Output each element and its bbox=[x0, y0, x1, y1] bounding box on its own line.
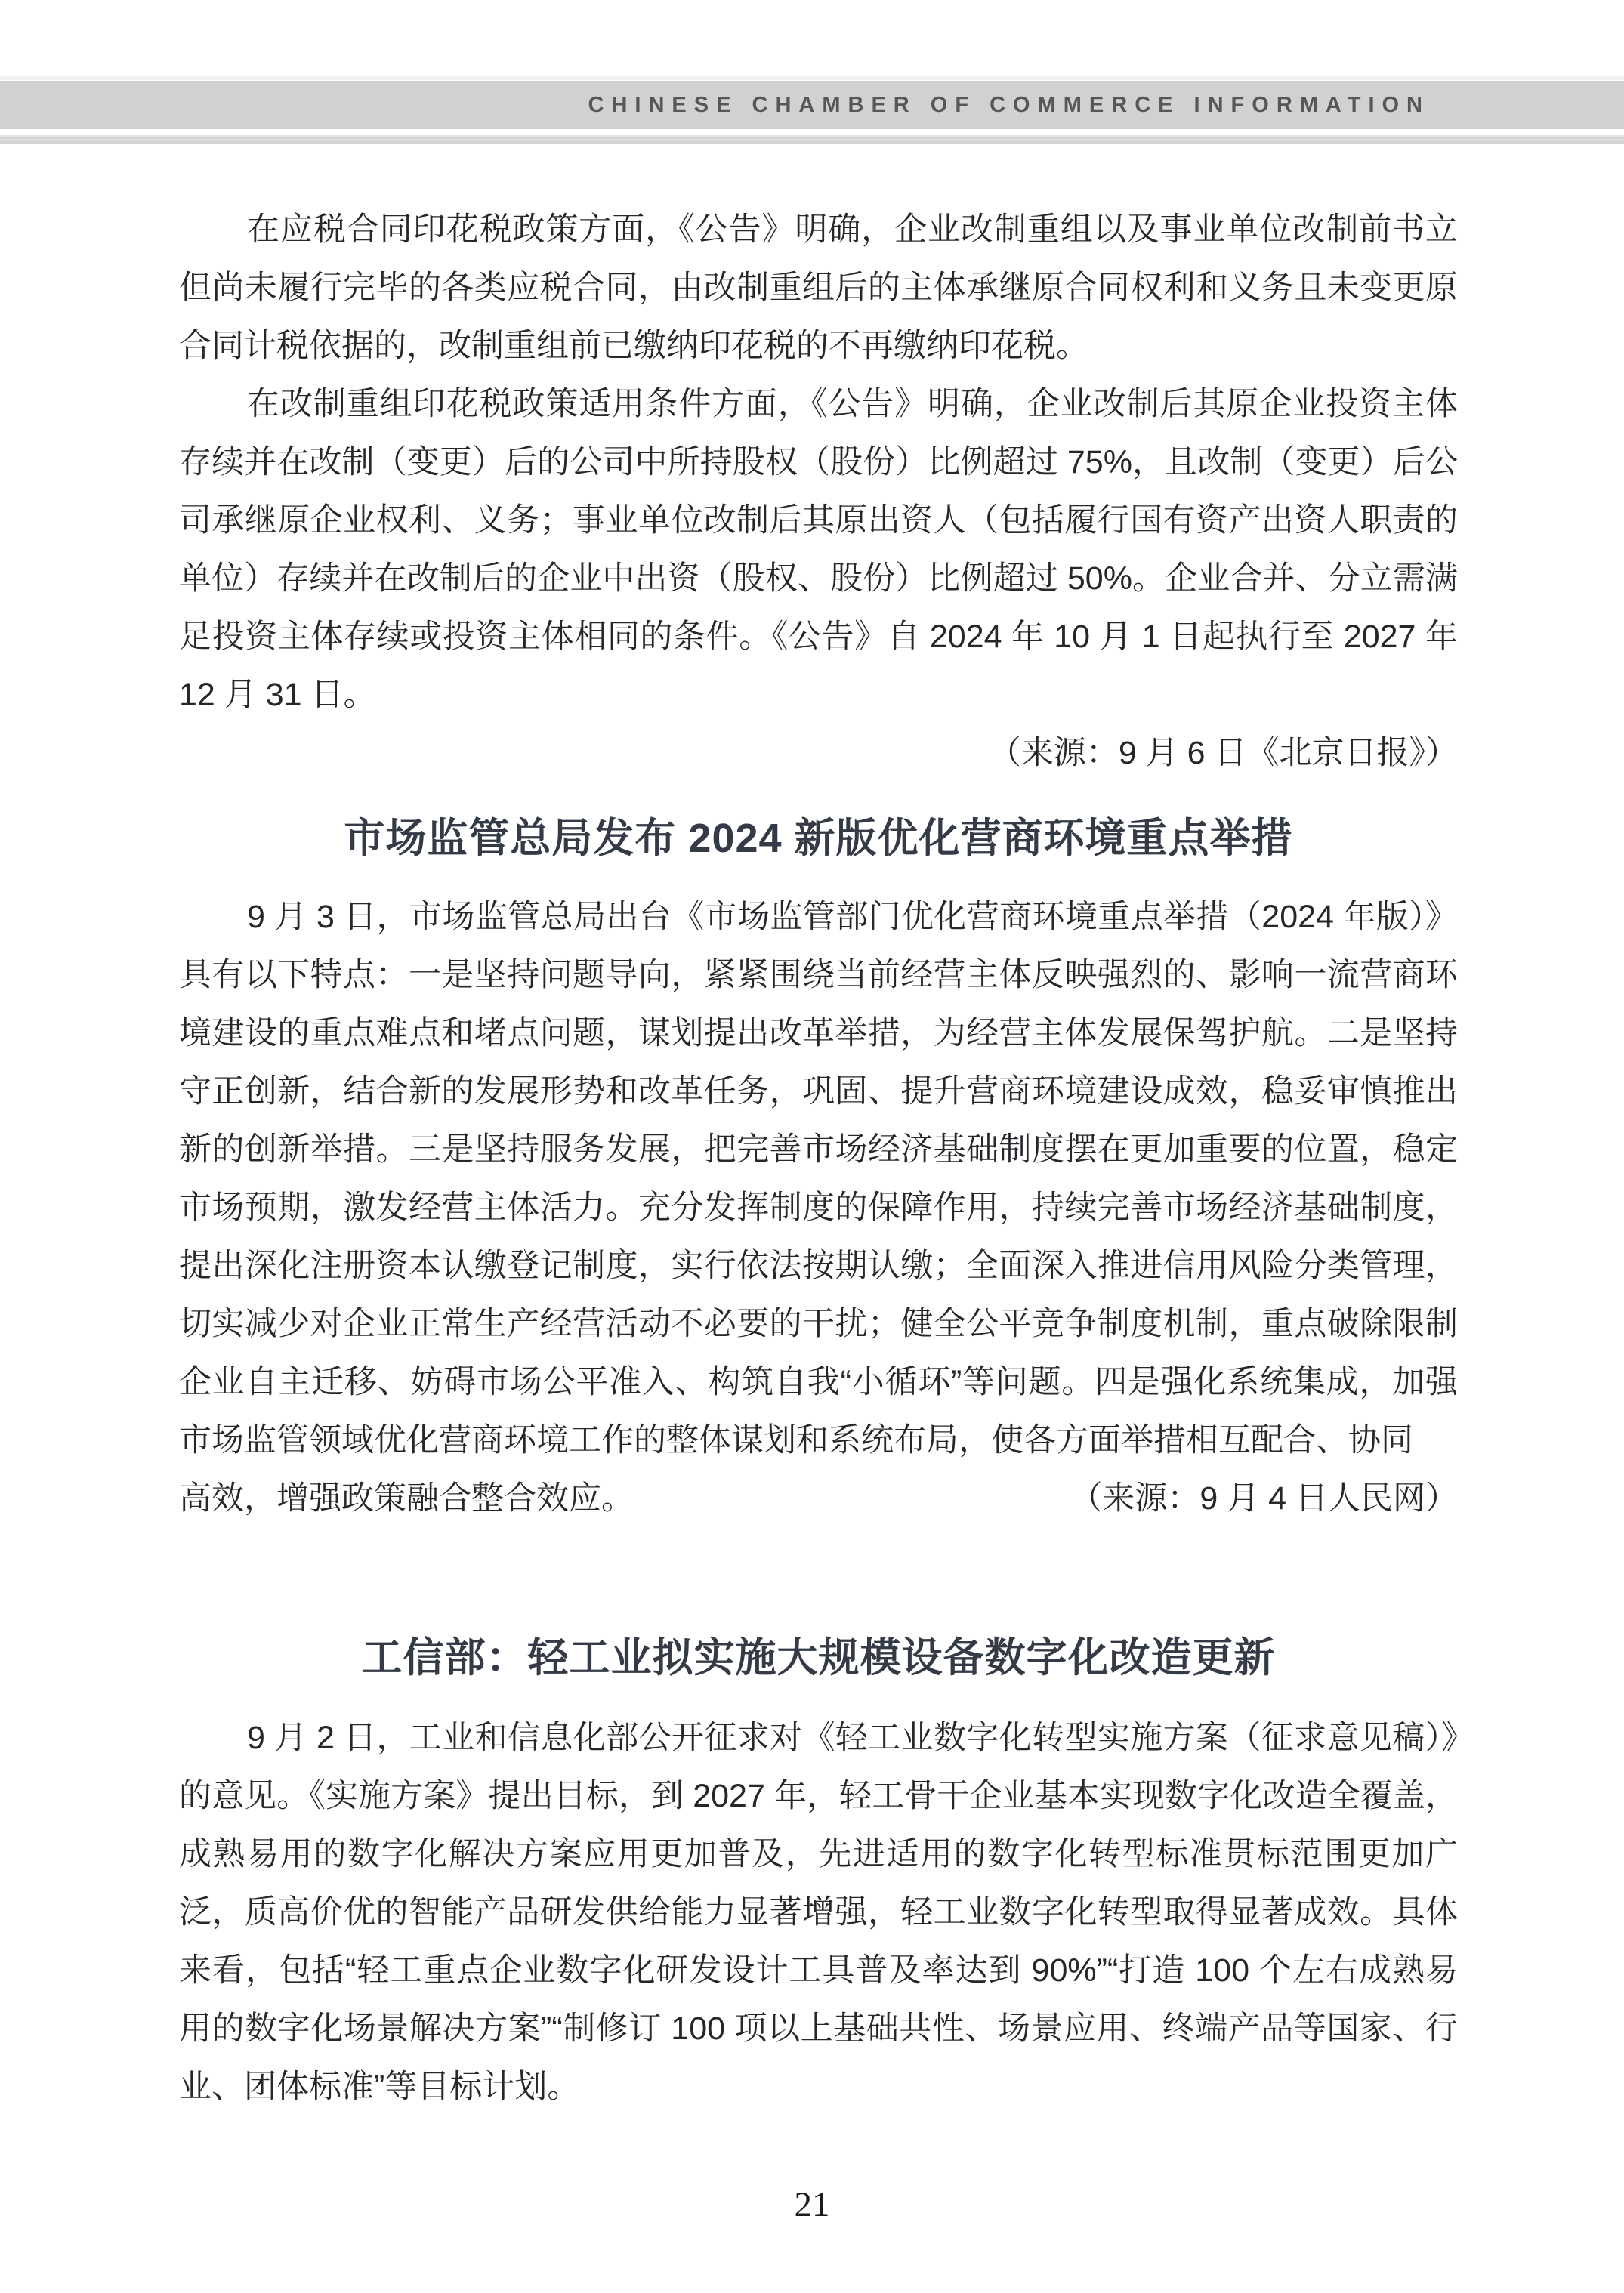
article-miit-light-industry bbox=[179, 1709, 1458, 2116]
paragraph: 9 月 2 日，工业和信息化部公开征求对《轻工业数字化转型实施方案（征求意见稿）》的意见。《实施方案》提出目标，到 2027 年，轻工骨干企业基本实现数字化改造全覆盖，成熟易用的数字化解决方案应用更加普及，先进适用的数字化转型标准贯标范围更加广泛，质高价优的智能产品研发供给能力显著增强，轻工业数字化转型取得显著成效。具体来看，包括“轻工重点企业数字化研发设计工具普及率达到 90%”“打造 100 个左右成熟易用的数字化场景解决方案”“制修订 100 项以上基础共性、场景应用、终端产品等国家、行业、团体标准”等目标计划。 bbox=[179, 1720, 1458, 2105]
article-title-miit-light-industry: 工信部：轻工业拟实施大规模设备数字化改造更新 bbox=[361, 1635, 1276, 1680]
article-stamp-tax bbox=[179, 201, 1458, 782]
paragraph: 在应税合同印花税政策方面，《公告》明确，企业改制重组以及事业单位改制前书立但尚未履行完毕的各类应税合同，由改制重组后的主体承继原合同权利和义务且未变更原合同计税依据的，改制重组前已缴纳印花税的不再缴纳印花税。 bbox=[179, 211, 1458, 364]
source-attribution: （来源：9 月 4 日人民网） bbox=[1070, 1480, 1458, 1517]
header-top-strip bbox=[0, 76, 1624, 80]
header-rule bbox=[0, 135, 1624, 144]
article-title-market-regulation: 市场监管总局发布 2024 新版优化营商环境重点举措 bbox=[344, 816, 1293, 861]
paragraph-tail: 高效，增强政策融合整合效应。 bbox=[179, 1480, 634, 1517]
paragraph-last-line bbox=[179, 1470, 1458, 1528]
paragraph: 9 月 3 日，市场监管总局出台《市场监管部门优化营商环境重点举措（2024 年版）》具有以下特点：一是坚持问题导向，紧紧围绕当前经营主体反映强烈的、影响一流营商环境建设的重点难点和堵点问题，谋划提出改革举措，为经营主体发展保驾护航。二是坚持守正创新，结合新的发展形势和改革任务，巩固、提升营商环境建设成效，稳妥审慎推出新的创新举措。三是坚持服务发展，把完善市场经济基础制度摆在更加重要的位置，稳定市场预期，激发经营主体活力。充分发挥制度的保障作用，持续完善市场经济基础制度，提出深化注册资本认缴登记制度，实行依法按期认缴；全面深入推进信用风险分类管理，切实减少对企业正常生产经营活动不必要的干扰；健全公平竞争制度机制，重点破除限制企业自主迁移、妨碍市场公平准入、构筑自我“小循环”等问题。四是强化系统集成，加强市场监管领域优化营商环境工作的整体谋划和系统布局，使各方面举措相互配合、协同 bbox=[179, 899, 1458, 1458]
paragraph: 在改制重组印花税政策适用条件方面，《公告》明确，企业改制后其原企业投资主体存续并在改制（变更）后的公司中所持股权（股份）比例超过 75%，且改制（变更）后公司承继原企业权利、义务；事业单位改制后其原出资人（包括履行国有资产出资人职责的单位）存续并在改制后的企业中出资（股权、股份）比例超过 50%。企业合并、分立需满足投资主体存续或投资主体相同的条件。《公告》自 2024 年 10 月 1 日起执行至 2027 年 12 月 31 日。 bbox=[179, 386, 1458, 713]
source-attribution: （来源：9 月 6 日《北京日报》） bbox=[988, 735, 1458, 771]
article-market-regulation bbox=[179, 888, 1458, 1528]
page-number: 21 bbox=[794, 2185, 830, 2224]
header-banner-text: CHINESE CHAMBER OF COMMERCE INFORMATION bbox=[588, 92, 1430, 117]
header-banner bbox=[0, 81, 1624, 129]
